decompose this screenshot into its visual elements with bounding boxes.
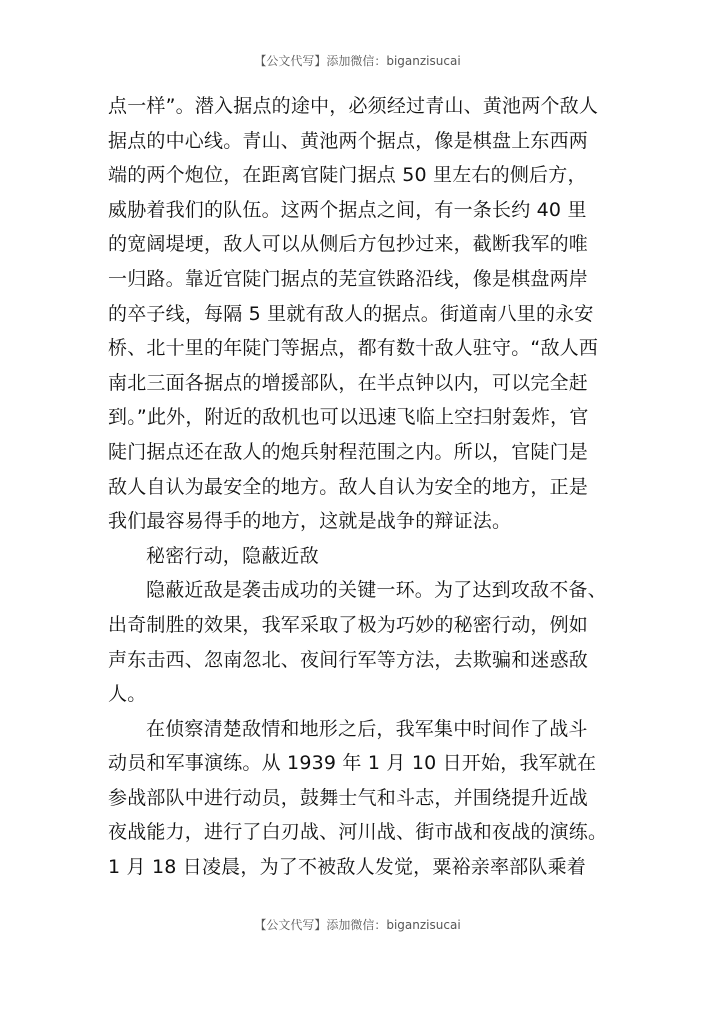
text-line: 的卒子线，每隔 5 里就有敌人的据点。街道南八里的永安 <box>108 302 594 325</box>
text-line: 声东击西、忽南忽北、夜间行军等方法，去欺骗和迷惑敌 <box>108 648 589 671</box>
text-line: 到。”此外，附近的敌机也可以迅速飞临上空扫射轰炸，官 <box>108 406 589 429</box>
page-header-watermark: 【公文代写】添加微信：biganzisucai <box>254 54 461 68</box>
text-line: 点一样”。潜入据点的途中，必须经过青山、黄池两个敌人 <box>108 95 599 117</box>
document-body <box>108 89 618 885</box>
text-line: 的宽阔堤埂，敌人可以从侧后方包抄过来，截断我军的唯 <box>108 233 589 256</box>
text-line: 南北三面各据点的增援部队，在半点钟以内，可以完全赶 <box>108 371 589 394</box>
text-line: 一归路。靠近官陡门据点的芜宣铁路沿线，像是棋盘两岸 <box>108 267 589 290</box>
text-line: 隐蔽近敌是袭击成功的关键一环。为了达到攻敌不备、 <box>146 579 607 602</box>
text-line: 在侦察清楚敌情和地形之后，我军集中时间作了战斗 <box>146 717 588 740</box>
text-line: 1 月 18 日凌晨，为了不被敌人发觉，粟裕亲率部队乘着 <box>108 856 586 879</box>
text-line: 敌人自认为最安全的地方。敌人自认为安全的地方，正是 <box>108 475 589 498</box>
page-footer-watermark: 【公文代写】添加微信：biganzisucai <box>254 918 461 932</box>
text-line: 出奇制胜的效果，我军采取了极为巧妙的秘密行动，例如 <box>108 613 589 636</box>
text-line: 我们最容易得手的地方，这就是战争的辩证法。 <box>108 510 512 533</box>
text-line: 威胁着我们的队伍。这两个据点之间，有一条长约 40 里 <box>108 198 587 221</box>
text-line: 参战部队中进行动员，鼓舞士气和斗志，并围绕提升近战 <box>108 786 589 809</box>
text-line: 人。 <box>108 683 147 706</box>
text-line: 陡门据点还在敌人的炮兵射程范围之内。所以，官陡门是 <box>108 440 589 463</box>
text-line: 夜战能力，进行了白刃战、河川战、街市战和夜战的演练。 <box>108 821 608 844</box>
text-line: 动员和军事演练。从 1939 年 1 月 10 日开始，我军就在 <box>108 752 597 775</box>
text-line: 据点的中心线。青山、黄池两个据点，像是棋盘上东西两 <box>108 129 589 152</box>
section-heading: 秘密行动，隐蔽近敌 <box>146 544 319 567</box>
text-line: 端的两个炮位，在距离官陡门据点 50 里左右的侧后方， <box>108 164 587 187</box>
text-line: 桥、北十里的年陡门等据点，都有数十敌人驻守。“敌人西 <box>108 337 599 360</box>
